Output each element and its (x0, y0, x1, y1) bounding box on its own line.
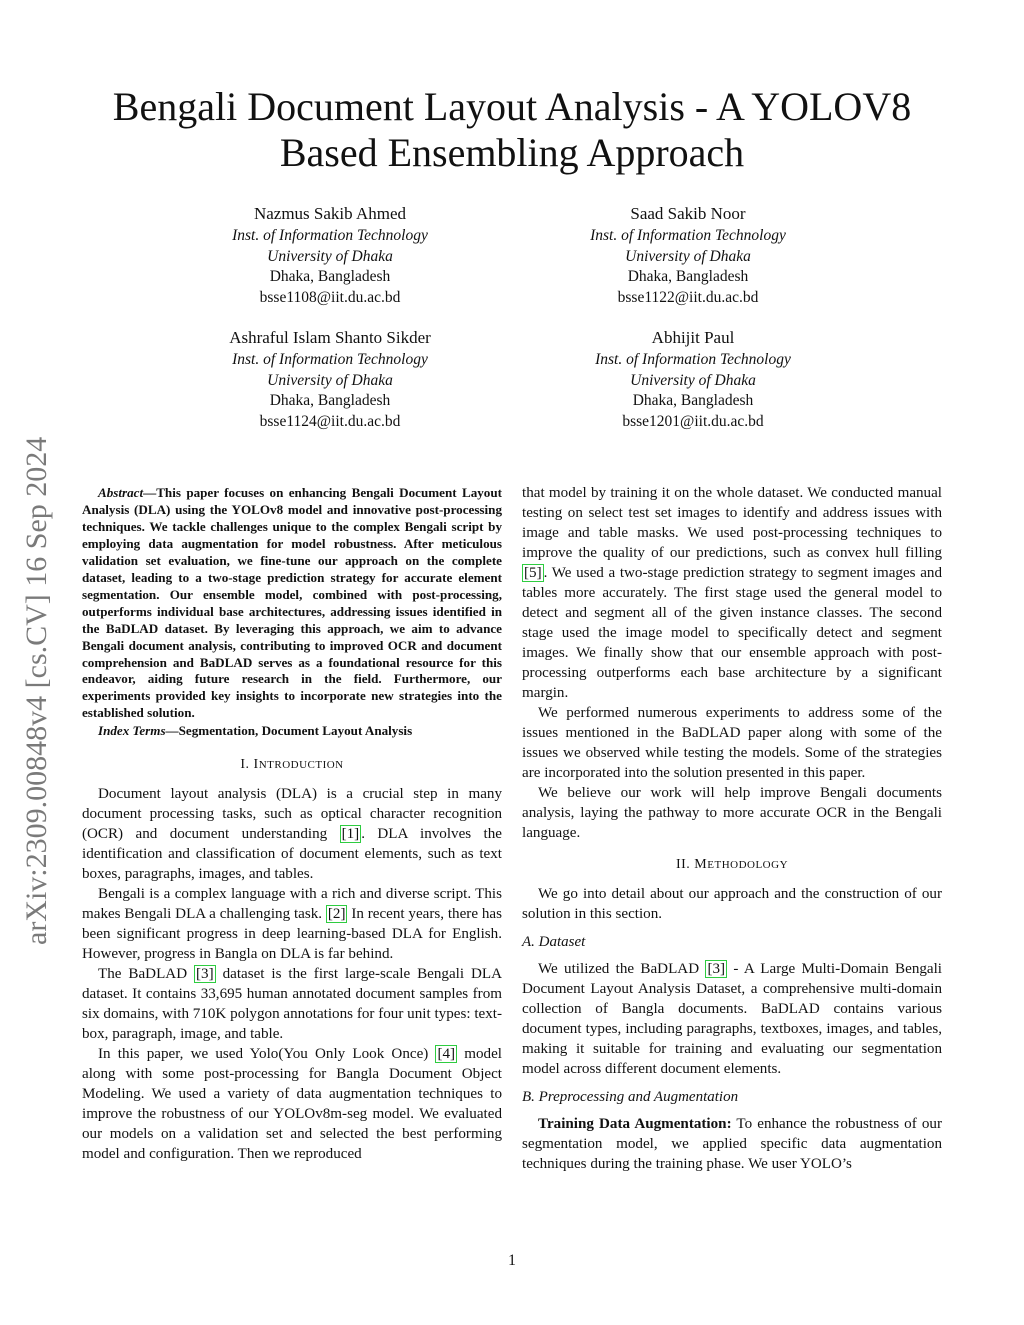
author-institute: Inst. of Information Technology (595, 351, 791, 368)
arxiv-stamp: arXiv:2309.00848v4 [cs.CV] 16 Sep 2024 (20, 436, 53, 945)
abstract-lead: Abstract (98, 485, 144, 500)
text: model along with some post-processing for Bangla Document Object Modeling. We used a variety of data augmentation techniques to improve the robustness of our YOLOv8m-seg model. We evaluated our models on a validation set and selected the best performing model and configuration. Then we reproduced (82, 1046, 502, 1163)
abstract-text: —This paper focuses on enhancing Bengali Document Layout Analysis (DLA) using the YOLOv8 model and innovative post-processing techniques. We tackle challenges unique to the complex Bengali script by employing data augmentation for model robustness. After meticulous validation set evaluation, we fine-tune our approach on the complete dataset, leading to a two-stage prediction strategy for accurate element segmentation. Our ensemble model, combined with post-processing, outperforms individual base architectures, addressing issues identified in the BaDLAD dataset. By leveraging this approach, we aim to advance Bengali document analysis, contributing to improved OCR and document comprehension and BaDLAD serves as a foundational resource for this endeavor, aiding future research in the field. Furthermore, our experiments provided key insights to incorporate new strategies into the established solution. (82, 485, 502, 721)
author-block-4 (548, 327, 838, 432)
author-location: Dhaka, Bangladesh (627, 268, 749, 286)
left-column (82, 485, 502, 1164)
intro-paragraph-6: We performed numerous experiments to address some of the issues mentioned in the BaDLAD paper along with some of the issues we observed while testing the models. Some of the strategies are incorporated into the solution presented in this paper. (522, 705, 942, 781)
text: In this paper, we used Yolo(You Only Look Once) (98, 1046, 436, 1063)
author-name: Nazmus Sakib Ahmed (253, 204, 407, 223)
text: We utilized the BaDLAD (538, 961, 706, 977)
section-title-rest: ETHODOLOGY (707, 859, 789, 871)
section-number: I. (240, 757, 254, 773)
citation-link[interactable]: [3] (707, 961, 726, 977)
index-terms-lead: Index Terms (98, 723, 166, 739)
text: Bengali is a complex language with a rich and diverse script. This makes Bengali DLA a challenging task. (82, 886, 502, 923)
intro-paragraph-3 (82, 964, 502, 1044)
citation-link[interactable]: [3] (196, 966, 214, 983)
section-title-rest: NTRODUCTION (258, 759, 344, 772)
dataset-paragraph (522, 959, 942, 1079)
methodology-paragraph-1: We go into detail about our approach and the construction of our solution in this section. (522, 886, 942, 922)
paragraph-lead: Training Data Augmentation: (538, 1116, 732, 1132)
abstract (82, 485, 502, 722)
index-terms (82, 722, 502, 739)
author-location: Dhaka, Bangladesh (269, 392, 391, 410)
author-email: bsse1201@iit.du.ac.bd (622, 412, 764, 430)
author-name: Abhijit Paul (651, 328, 735, 347)
subsection-heading-dataset: A. Dataset (522, 934, 586, 950)
text: - A Large Multi-Domain Bengali Document Layout Analysis Dataset, a comprehensive multi-domain collection of Bangla documents. BaDLAD contains various document types, including paragraphs, textboxes, images, and tables, making it suitable for training and evaluating our segmentation model across different document elements. (522, 961, 942, 1077)
text: . DLA involves the identification and classification of document elements, such as text boxes, paragraphs, images, and tables. (82, 826, 503, 883)
author-name: Saad Sakib Noor (630, 204, 746, 223)
text: To enhance the robustness of our segmentation model, we applied specific data augmentation techniques during the training phase. We user YOLO’s (522, 1116, 942, 1172)
author-institute: Inst. of Information Technology (232, 227, 428, 244)
author-block-1 (185, 203, 475, 308)
author-university: University of Dhaka (267, 247, 393, 265)
index-terms-text: —Segmentation, Document Layout Analysis (165, 723, 413, 739)
right-column (522, 483, 942, 1174)
author-location: Dhaka, Bangladesh (632, 392, 754, 410)
subsection-heading-preprocessing: B. Preprocessing and Augmentation (522, 1089, 739, 1105)
section-heading-methodology (522, 855, 942, 875)
author-institute: Inst. of Information Technology (232, 351, 428, 368)
section-initial: M (694, 857, 708, 872)
section-heading-introduction (82, 755, 502, 775)
section-initial: I (253, 757, 259, 773)
intro-paragraph-4 (82, 1044, 502, 1164)
intro-paragraph-7: We believe our work will help improve Bengali documents analysis, laying the pathway to more accurate OCR in the Bengali language. (522, 785, 942, 841)
author-email: bsse1122@iit.du.ac.bd (617, 288, 759, 306)
author-location: Dhaka, Bangladesh (269, 268, 391, 286)
author-university: University of Dhaka (267, 371, 393, 389)
citation-link[interactable]: [5] (524, 565, 542, 581)
author-email: bsse1108@iit.du.ac.bd (259, 288, 401, 306)
author-block-2 (543, 203, 833, 308)
intro-paragraph-1 (82, 784, 502, 884)
intro-paragraph-2 (82, 884, 502, 964)
intro-paragraph-5 (522, 483, 942, 703)
citation-link[interactable]: [2] (327, 906, 346, 923)
text: that model by training it on the whole dataset. We conducted manual testing on select test set images to identify and address issues with image and table masks. We used post-processing techniques to improve the quality of our predictions, such as convex hull filling (522, 485, 942, 561)
title-line-2: Based Ensembling Approach (279, 130, 745, 175)
text: In recent years, there has been significant progress in deep learning-based DLA for English. However, progress in Bangla on DLA is far behind. (82, 906, 502, 963)
text: Document layout analysis (DLA) is a crucial step in many document processing tasks, such as optical character recognition (OCR) and document understanding (82, 786, 502, 843)
text: dataset is the first large-scale Bengali DLA dataset. It contains 33,695 human annotated document samples from six domains, with 710K polygon annotations for four unit types: text-box, paragraph, image, and table. (82, 966, 502, 1043)
citation-link[interactable]: [4] (437, 1046, 456, 1063)
section-number: II. (675, 857, 695, 872)
paper-title (60, 84, 964, 176)
title-line-1: Bengali Document Layout Analysis - A YOLOV8 (112, 84, 912, 129)
author-name: Ashraful Islam Shanto Sikder (229, 328, 431, 347)
page-number: 1 (508, 1252, 516, 1269)
author-institute: Inst. of Information Technology (590, 227, 786, 244)
author-university: University of Dhaka (625, 247, 751, 265)
author-block-3 (185, 327, 475, 432)
author-email: bsse1124@iit.du.ac.bd (259, 412, 401, 430)
citation-link[interactable]: [1] (341, 826, 360, 843)
author-university: University of Dhaka (630, 371, 756, 389)
text: . We used a two-stage prediction strategy to segment images and tables more accurately. The first stage used the general model to detect and segment all of the given instance classes. The second stage used the image model to specifically detect and segment images. We finally show that our ensemble approach with post-processing outperforms each base architecture by a significant margin. (522, 565, 942, 701)
augmentation-paragraph (522, 1114, 942, 1174)
text: The BaDLAD (98, 966, 195, 983)
